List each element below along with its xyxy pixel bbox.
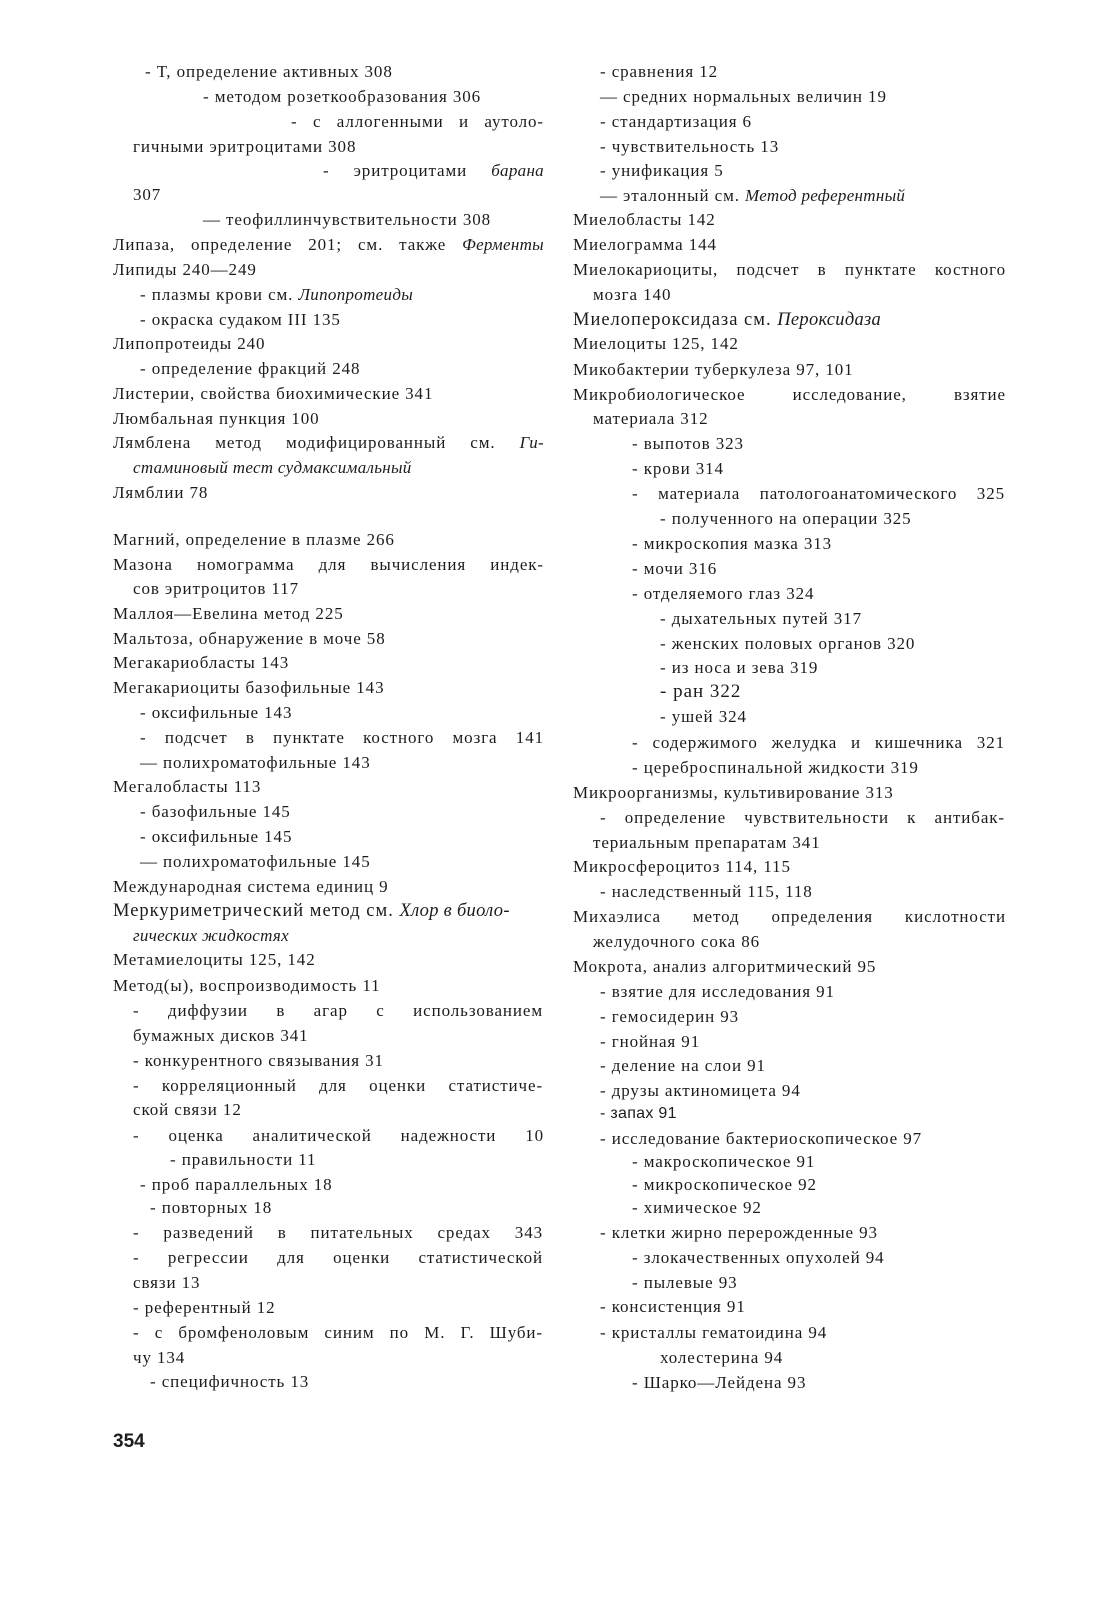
entry-text: Микобактерии туберкулеза 97, 101 [573,360,854,379]
entry-text: Липиды 240—249 [113,260,257,279]
entry-text: - специфичность 13 [150,1372,310,1391]
entry-text: - материала патологоанатомического 325 [632,484,1005,503]
entry-text: - ушей 324 [660,707,747,726]
entry-text: - друзы актиномицета 94 [600,1081,801,1100]
entry-text: Миелобласты 142 [573,210,716,229]
index-entry [150,1372,309,1392]
index-entry [600,186,905,206]
index-entry [113,901,510,921]
entry-text: Мегакариоциты базофильные 143 [113,678,385,697]
index-entry [113,235,544,255]
entry-text: Лямблии 78 [113,483,209,502]
entry-text: - конкурентного связывания 31 [133,1051,384,1070]
index-entry [600,1223,878,1243]
index-entry [600,1297,746,1317]
index-entry [113,483,208,503]
index-entry [573,260,1006,280]
index-entry [632,1373,806,1393]
index-entry [113,976,381,996]
index-entry [660,509,912,529]
entry-text: - чувствительность 13 [600,137,780,156]
entry-text: холестерина 94 [660,1348,784,1367]
entry-text: - микроскопия мазка 313 [632,534,833,553]
index-entry [113,950,316,970]
index-entry [600,161,724,181]
entry-text: желудочного сока 86 [593,932,761,951]
entry-crossref: Липопротеиды [298,285,414,304]
index-entry [573,334,739,354]
entry-text: - женских половых органов 320 [660,634,916,653]
index-entry [133,1001,543,1021]
entry-text: - полученного на операции 325 [660,509,912,528]
entry-text: Миелокариоциты, подсчет в пунктате костного [573,260,1006,279]
entry-text: - корреляционный для оценки статистиче- [133,1076,543,1095]
entry-text: - микроскопическое 92 [632,1175,817,1194]
index-entry [573,907,1006,927]
index-entry [600,1323,827,1343]
entry-crossref: гических жидкостях [133,926,289,945]
page-number: 354 [113,1431,145,1452]
entry-text: - определение фракций 248 [140,359,361,378]
index-entry [113,530,395,550]
index-entry [140,285,413,305]
entry-text: Мегакариобласты 143 [113,653,290,672]
entry-crossref: Пероксидаза [777,310,882,330]
index-entry [660,658,818,678]
index-entry [133,579,299,599]
entry-text: - методом розеткообразования 306 [203,87,482,106]
index-entry [600,112,752,132]
entry-text: - Т, определение активных 308 [145,62,393,81]
index-entry [600,1129,922,1149]
index-entry [573,385,1006,405]
entry-text: Миелопероксидаза см. [573,310,778,330]
entry-crossref: барана [491,161,544,180]
index-entry [133,1026,309,1046]
entry-text: - окраска судаком III 135 [140,310,341,329]
entry-text: - отделяемого глаз 324 [632,584,815,603]
entry-text: - сравнения 12 [600,62,719,81]
entry-crossref: Метод референтный [745,186,906,205]
index-entry [145,62,393,82]
index-entry [140,852,371,872]
index-entry [600,62,718,82]
entry-text: Люмбальная пункция 100 [113,409,320,428]
index-entry [113,629,386,649]
entry-text: Метод(ы), воспроизводимость 11 [113,976,381,995]
entry-text: Мегалобласты 113 [113,777,262,796]
index-entry [600,1081,801,1101]
entry-text: гичными эритроцитами 308 [133,137,357,156]
entry-text: Меркуриметрический метод см. [113,901,400,921]
entry-text: - с аллогенными и аутоло- [291,112,544,131]
index-entry [150,1198,272,1218]
entry-text: - эритроцитами [323,161,492,180]
index-entry [140,310,341,330]
entry-text: - химическое 92 [632,1198,762,1217]
entry-text: Мальтоза, обнаружение в моче 58 [113,629,386,648]
entry-text: Мокрота, анализ алгоритмический 95 [573,957,877,976]
index-entry [660,707,747,727]
index-entry [660,634,915,654]
index-entry [133,1323,543,1343]
entry-text: Микросфероцитоз 114, 115 [573,857,791,876]
entry-text: - кристаллы гематоидина 94 [600,1323,828,1342]
entry-text: бумажных дисков 341 [133,1026,309,1045]
index-entry [113,877,389,897]
entry-text: - взятие для исследования 91 [600,982,835,1001]
index-entry [632,1273,738,1293]
entry-text: - пылевые 93 [632,1273,738,1292]
entry-text: Михаэлиса метод определения кислотности [573,907,1006,926]
entry-text: - диффузии в агар с использованием [133,1001,543,1020]
index-entry [573,210,716,230]
entry-text: Магний, определение в плазме 266 [113,530,395,549]
entry-text: - исследование бактериоскопическое 97 [600,1129,923,1148]
entry-text: Микроорганизмы, культивирование 313 [573,783,894,802]
entry-crossref: Ферменты [462,235,544,254]
index-entry [573,957,876,977]
index-entry [632,584,814,604]
entry-text: - крови 314 [632,459,724,478]
entry-text: связи 13 [133,1273,201,1292]
index-entry [573,310,881,330]
entry-text: чу 134 [133,1348,186,1367]
entry-crossref: Хлор в биоло- [399,901,510,921]
entry-text: ской связи 12 [133,1100,242,1119]
entry-text: Листерии, свойства биохимические 341 [113,384,434,403]
index-entry [632,1198,762,1218]
index-entry [133,1076,543,1096]
entry-text: 307 [133,185,162,204]
index-entry [632,1152,815,1172]
index-entry [133,1223,543,1243]
index-entry [593,932,760,952]
index-entry [140,1175,333,1195]
entry-text: - цереброспинальной жидкости 319 [632,758,919,777]
entry-crossref: стаминовый тест судмаксимальный [133,458,412,477]
entry-text: - гнойная 91 [600,1032,701,1051]
index-entry [113,678,384,698]
entry-text: - деление на слои 91 [600,1056,766,1075]
index-entry [660,609,862,629]
entry-text: сов эритроцитов 117 [133,579,299,598]
index-entry [140,802,291,822]
index-entry [133,1051,384,1071]
index-entry [600,1032,700,1052]
index-entry [593,285,671,305]
entry-text: - ран 322 [660,681,742,702]
index-entry [203,87,481,107]
entry-text: - определение чувствительности к антибак- [600,808,1005,827]
entry-text: - запах 91 [600,1105,677,1122]
entry-text: Маллоя—Евелина метод 225 [113,604,344,623]
index-entry [113,555,544,575]
index-entry [133,1100,242,1120]
index-entry [600,808,1005,828]
index-entry [113,777,261,797]
index-entry [573,783,894,803]
index-entry [632,484,1005,504]
entry-text: - мочи 316 [632,559,718,578]
entry-text: - дыхательных путей 317 [660,609,862,628]
entry-text: Микробиологическое исследование, взятие [573,385,1006,404]
index-entry [632,559,717,579]
entry-text: - макроскопическое 91 [632,1152,816,1171]
entry-text: - проб параллельных 18 [140,1175,333,1194]
index-entry [133,458,412,478]
entry-text: - содержимого желудка и кишечника 321 [632,733,1005,752]
entry-text: - референтный 12 [133,1298,276,1317]
entry-text: - оценка аналитической надежности 10 [133,1126,544,1145]
entry-text: - регрессии для оценки статистической [133,1248,543,1267]
entry-text: - клетки жирно перерожденные 93 [600,1223,878,1242]
index-entry [632,459,724,479]
entry-text: - выпотов 323 [632,434,744,453]
index-entry [600,982,835,1002]
entry-text: — эталонный см. [600,186,746,205]
entry-text: Миелоциты 125, 142 [573,334,739,353]
entry-text: - базофильные 145 [140,802,291,821]
index-entry [113,433,544,453]
index-entry [133,185,161,205]
index-entry [133,926,289,946]
index-entry [632,1248,885,1268]
entry-text: Липопротеиды 240 [113,334,266,353]
index-entry [140,827,292,847]
entry-text: - плазмы крови см. [140,285,299,304]
index-entry [632,1175,817,1195]
index-entry [573,857,791,877]
index-entry [323,161,544,181]
entry-text: — средних нормальных величин 19 [600,87,887,106]
entry-text: - оксифильные 143 [140,703,293,722]
index-entry [600,882,813,902]
index-entry [600,1104,677,1124]
entry-text: - из носа и зева 319 [660,658,819,677]
index-entry [113,260,257,280]
entry-text: Липаза, определение 201; см. также [113,235,463,254]
index-entry [291,112,544,132]
entry-text: - злокачественных опухолей 94 [632,1248,885,1267]
index-entry [660,1348,783,1368]
index-entry [133,1248,543,1268]
entry-text: — теофиллинчувствительности 308 [203,210,492,229]
entry-text: териальным препаратам 341 [593,833,821,852]
index-entry [133,1298,276,1318]
entry-text: - повторных 18 [150,1198,273,1217]
entry-text: Международная система единиц 9 [113,877,389,896]
entry-crossref: Ги- [519,433,544,452]
index-entry [632,434,744,454]
index-entry [600,137,779,157]
index-entry [113,604,344,624]
index-entry [133,1126,544,1146]
index-entry [133,1273,200,1293]
index-entry [660,682,741,702]
index-entry [113,653,289,673]
index-entry [593,409,709,429]
entry-text: - с бромфеноловым синим по М. Г. Шуби- [133,1323,543,1342]
index-entry [140,359,360,379]
entry-text: Мазона номограмма для вычисления индек- [113,555,544,574]
index-entry [600,87,887,107]
entry-text: - разведений в питательных средах 343 [133,1223,543,1242]
entry-text: - оксифильные 145 [140,827,293,846]
index-entry [632,534,832,554]
entry-text: Метамиелоциты 125, 142 [113,950,316,969]
entry-text: - гемосидерин 93 [600,1007,740,1026]
index-entry [573,360,854,380]
entry-text: - унификация 5 [600,161,724,180]
entry-text: - наследственный 115, 118 [600,882,813,901]
entry-text: - подсчет в пунктате костного мозга 141 [140,728,544,747]
index-entry [133,1348,185,1368]
index-entry [140,703,292,723]
entry-text: Лямблена метод модифицированный см. [113,433,520,452]
entry-text: — полихроматофильные 143 [140,753,371,772]
index-entry [113,334,265,354]
index-entry [600,1056,766,1076]
entry-text: - консистенция 91 [600,1297,746,1316]
index-entry [140,753,371,773]
index-entry [593,833,821,853]
index-entry [113,409,320,429]
index-entry [632,733,1005,753]
index-entry [632,758,919,778]
entry-text: мозга 140 [593,285,672,304]
entry-text: - правильности 11 [170,1150,317,1169]
entry-text: - Шарко—Лейдена 93 [632,1373,807,1392]
index-entry [203,210,491,230]
index-entry [140,728,544,748]
index-entry [170,1150,316,1170]
entry-text: - стандартизация 6 [600,112,752,131]
entry-text: — полихроматофильные 145 [140,852,371,871]
index-entry [113,384,433,404]
index-entry [133,137,356,157]
index-entry [573,235,717,255]
entry-text: Миелограмма 144 [573,235,717,254]
index-entry [600,1007,739,1027]
entry-text: материала 312 [593,409,709,428]
